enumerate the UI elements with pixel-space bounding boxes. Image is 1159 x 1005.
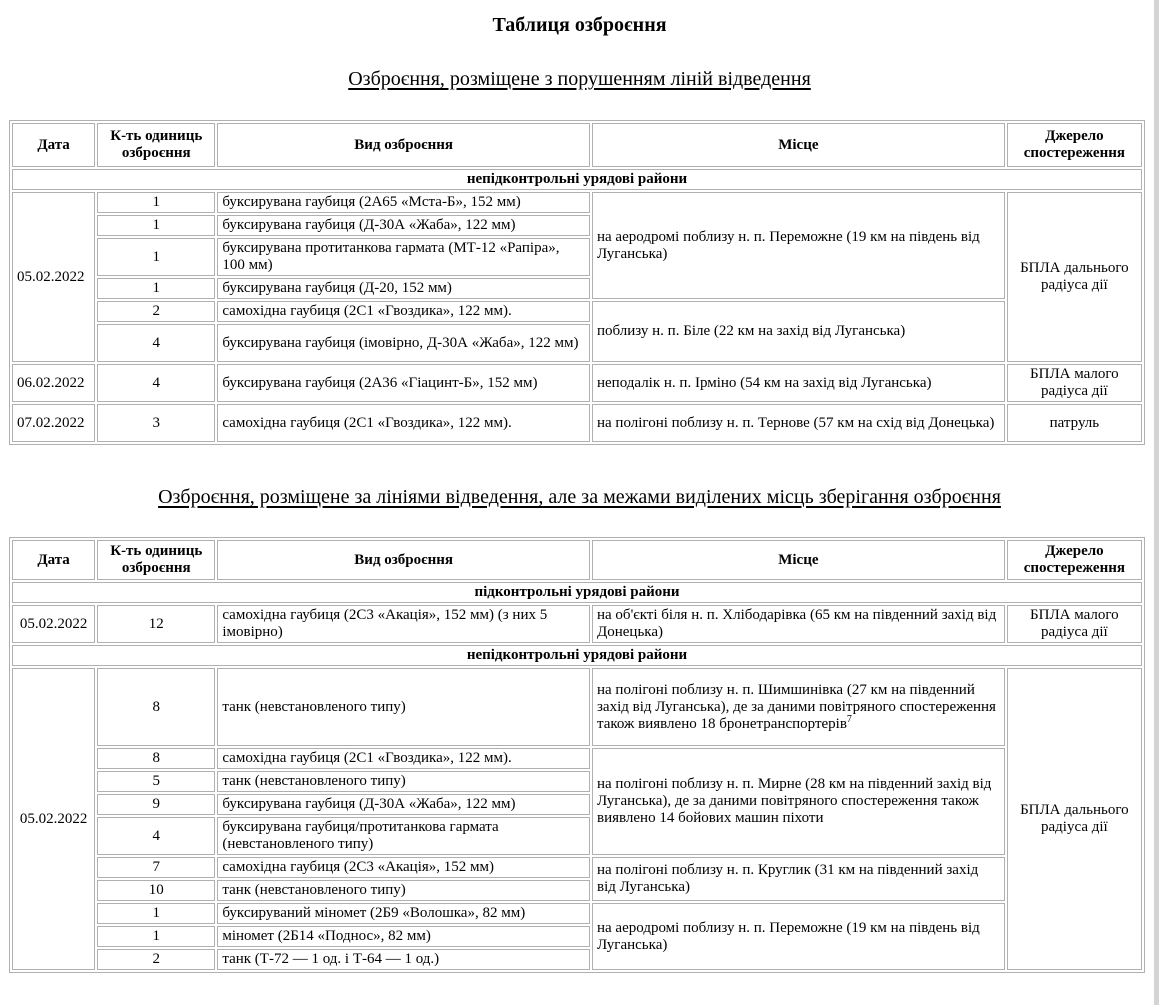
header-place: Місце (592, 123, 1005, 167)
place-cell: на полігоні поблизу н. п. Тернове (57 км на схід від Донецька) (592, 404, 1005, 442)
type-cell: танк (невстановленого типу) (217, 880, 590, 901)
place-text: на полігоні поблизу н. п. Шимшинівка (27 км на південний захід від Луганська), де за даними повітряного спостереження також виявлено 18 бронетранспортерів (597, 681, 996, 732)
date-cell: 07.02.2022 (12, 404, 95, 442)
table-header-row (12, 123, 1142, 167)
qty-cell: 1 (97, 192, 215, 213)
subheader-row (12, 169, 1142, 190)
type-cell: буксирувана гаубиця (2А36 «Гіацинт-Б», 152 мм) (217, 364, 590, 402)
table-row (12, 192, 1142, 213)
header-qty: К-ть одиниць озброєння (97, 123, 215, 167)
type-cell: самохідна гаубиця (2С1 «Гвоздика», 122 мм). (217, 301, 590, 322)
type-cell: самохідна гаубиця (2С1 «Гвоздика», 122 мм). (217, 404, 590, 442)
type-cell: самохідна гаубиця (2С3 «Акація», 152 мм) (з них 5 імовірно) (217, 605, 590, 643)
section-title-violations: Озброєння, розміщене з порушенням ліній відведення (348, 68, 811, 90)
type-cell: буксирувана гаубиця/протитанкова гармата (невстановленого типу) (217, 817, 590, 855)
header-date: Дата (12, 540, 95, 580)
source-cell: БПЛА малого радіуса дії (1007, 364, 1142, 402)
qty-cell: 5 (97, 771, 215, 792)
source-cell: БПЛА малого радіуса дії (1007, 605, 1142, 643)
qty-cell: 8 (97, 748, 215, 769)
table-row (12, 364, 1142, 402)
place-cell (592, 668, 1005, 746)
table-row (12, 857, 1142, 878)
qty-cell: 12 (97, 605, 215, 643)
header-type: Вид озброєння (217, 540, 590, 580)
header-type: Вид озброєння (217, 123, 590, 167)
qty-cell: 4 (97, 324, 215, 362)
header-source: Джерело спостереження (1007, 123, 1142, 167)
type-cell: танк (невстановленого типу) (217, 771, 590, 792)
subheader-uncontrolled: непідконтрольні урядові райони (12, 645, 1142, 666)
qty-cell: 1 (97, 903, 215, 924)
qty-cell: 1 (97, 215, 215, 236)
qty-cell: 1 (97, 238, 215, 276)
qty-cell: 7 (97, 857, 215, 878)
qty-cell: 2 (97, 949, 215, 970)
type-cell: танк (невстановленого типу) (217, 668, 590, 746)
place-cell: неподалік н. п. Ірміно (54 км на захід від Луганська) (592, 364, 1005, 402)
source-cell: патруль (1007, 404, 1142, 442)
type-cell: танк (Т-72 — 1 од. і Т-64 — 1 од.) (217, 949, 590, 970)
section-title-storage: Озброєння, розміщене за лініями відведення, але за межами виділених місць зберігання озброєння (158, 486, 1001, 508)
place-cell: на полігоні поблизу н. п. Мирне (28 км на південний захід від Луганська), де за даними повітряного спостереження також виявлено 14 бойових машин піхоти (592, 748, 1005, 855)
type-cell: буксирувана гаубиця (Д-30А «Жаба», 122 мм) (217, 794, 590, 815)
qty-cell: 8 (97, 668, 215, 746)
type-cell: самохідна гаубиця (2С3 «Акація», 152 мм) (217, 857, 590, 878)
type-cell: буксирувана гаубиця (імовірно, Д-30А «Жаба», 122 мм) (217, 324, 590, 362)
table-row (12, 605, 1142, 643)
subheader-uncontrolled: непідконтрольні урядові райони (12, 169, 1142, 190)
type-cell: міномет (2Б14 «Поднос», 82 мм) (217, 926, 590, 947)
header-qty: К-ть одиниць озброєння (97, 540, 215, 580)
type-cell: буксирувана гаубиця (2А65 «Мста-Б», 152 мм) (217, 192, 590, 213)
header-place: Місце (592, 540, 1005, 580)
date-cell: 05.02.2022 (12, 605, 95, 643)
table-violations (9, 120, 1145, 445)
table-storage (9, 537, 1145, 973)
page-title: Таблиця озброєння (492, 14, 667, 36)
qty-cell: 1 (97, 278, 215, 299)
subheader-row (12, 582, 1142, 603)
qty-cell: 3 (97, 404, 215, 442)
qty-cell: 4 (97, 364, 215, 402)
qty-cell: 9 (97, 794, 215, 815)
date-cell: 06.02.2022 (12, 364, 95, 402)
qty-cell: 10 (97, 880, 215, 901)
source-cell: БПЛА дальнього радіуса дії (1007, 192, 1142, 362)
footnote-marker: 7 (846, 713, 852, 725)
header-date: Дата (12, 123, 95, 167)
table-row (12, 668, 1142, 746)
qty-cell: 4 (97, 817, 215, 855)
date-cell: 05.02.2022 (12, 192, 95, 362)
table-row (12, 404, 1142, 442)
place-cell: на полігоні поблизу н. п. Круглик (31 км на південний захід від Луганська) (592, 857, 1005, 901)
place-cell: на аеродромі поблизу н. п. Переможне (19 км на південь від Луганська) (592, 903, 1005, 970)
type-cell: буксирувана гаубиця (Д-20, 152 мм) (217, 278, 590, 299)
source-cell: БПЛА дальнього радіуса дії (1007, 668, 1142, 970)
qty-cell: 2 (97, 301, 215, 322)
type-cell: буксирувана протитанкова гармата (МТ-12 «Рапіра», 100 мм) (217, 238, 590, 276)
table-header-row (12, 540, 1142, 580)
place-cell: на аеродромі поблизу н. п. Переможне (19 км на південь від Луганська) (592, 192, 1005, 299)
type-cell: буксируваний міномет (2Б9 «Волошка», 82 мм) (217, 903, 590, 924)
table-row (12, 301, 1142, 322)
place-cell: поблизу н. п. Біле (22 км на захід від Луганська) (592, 301, 1005, 362)
subheader-controlled: підконтрольні урядові райони (12, 582, 1142, 603)
subheader-row (12, 645, 1142, 666)
table-row (12, 903, 1142, 924)
header-source: Джерело спостереження (1007, 540, 1142, 580)
type-cell: самохідна гаубиця (2С1 «Гвоздика», 122 мм). (217, 748, 590, 769)
qty-cell: 1 (97, 926, 215, 947)
type-cell: буксирувана гаубиця (Д-30А «Жаба», 122 мм) (217, 215, 590, 236)
date-cell: 05.02.2022 (12, 668, 95, 970)
table-row (12, 748, 1142, 769)
place-cell: на об'єкті біля н. п. Хлібодарівка (65 км на південний захід від Донецька) (592, 605, 1005, 643)
